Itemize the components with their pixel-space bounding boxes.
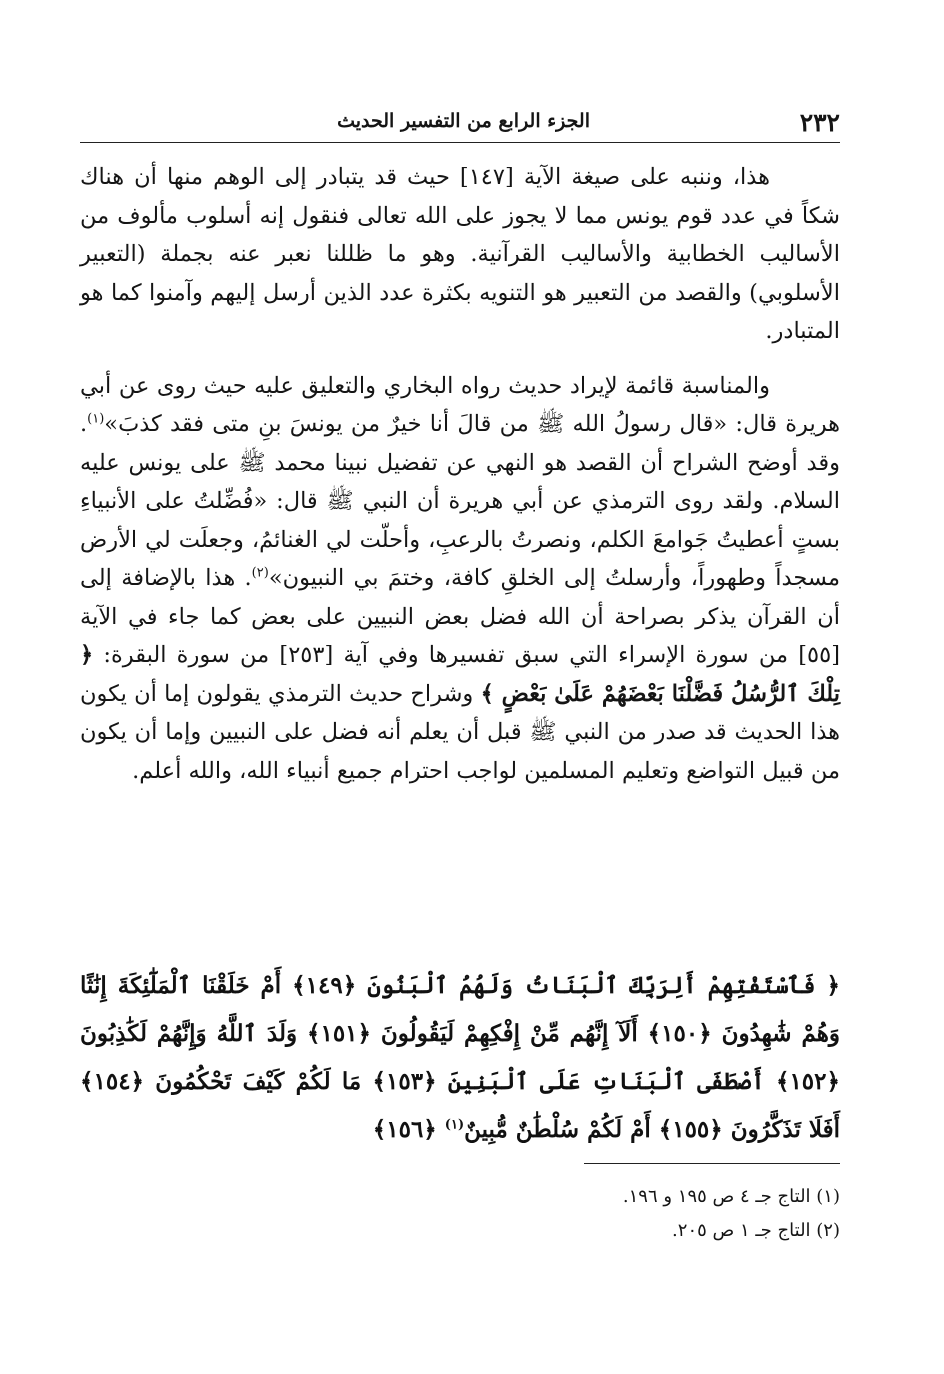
paragraph-2 xyxy=(80,367,840,791)
quran-end-marker: ﴿١٥٦﴾ xyxy=(372,1116,437,1143)
paragraph-1: هذا، وننبه على صيغة الآية [١٤٧] حيث قد يتبادر إلى الوهم منها أن هناك شكاً في عدد قوم يونس مما لا يجوز على الله تعالى فنقول إنه أسلوب مألوف من الأساليب الخطابية والأساليب القرآنية. وهو ما ظللنا نعبر عنه بجملة (التعبير الأسلوبي) والقصد من التعبير هو التنويه بكثرة عدد الذين أرسل إليهم وآمنوا كما هو المتبادر. xyxy=(80,164,840,344)
page-header xyxy=(80,108,840,143)
quran-verses xyxy=(80,962,840,1154)
paragraph-2-part-a: والمناسبة قائمة لإيراد حديث رواه البخاري والتعليق عليه حيث روى عن أبي هريرة قال: «قال رسولُ الله ﷺ من قالَ أنا خيرٌ من يونسَ بنِ متى فقد كذبَ» xyxy=(80,372,840,437)
footnote-divider xyxy=(584,1163,840,1164)
footnote-ref-1: (١) xyxy=(87,411,105,427)
footnotes xyxy=(400,1180,840,1248)
paragraph-2-part-c: . هذا بالإضافة إلى أن القرآن يذكر بصراحة أن الله فضل بعض النبيين على بعض كما جاء في الآية [٥٥] من سورة الإسراء التي سبق تفسيرها وفي آية [٢٥٣] من سورة البقرة: xyxy=(80,565,840,668)
quran-text: ﴿ فَٱسْتَفْتِهِمْ أَلِرَبِّكَ ٱلْبَنَاتُ وَلَهُمُ ٱلْبَنُونَ ﴿١٤٩﴾ أَمْ خَلَقْنَا ٱلْمَلَٰٓئِكَةَ إِنَٰثًا وَهُمْ شَٰهِدُونَ ﴿١٥٠﴾ أَلَآ إِنَّهُم مِّنْ إِفْكِهِمْ لَيَقُولُونَ ﴿١٥١﴾ وَلَدَ ٱللَّهُ وَإِنَّهُمْ لَكَٰذِبُونَ ﴿١٥٢﴾ أَصْطَفَى ٱلْبَنَاتِ عَلَى ٱلْبَنِينَ ﴿١٥٣﴾ مَا لَكُمْ كَيْفَ تَحْكُمُونَ ﴿١٥٤﴾ أَفَلَا تَذَكَّرُونَ ﴿١٥٥﴾ أَمْ لَكُمْ سُلْطَٰنٌ مُّبِينٌ xyxy=(80,972,840,1143)
footnote-2: (٢) التاج جـ ١ ص ٢٠٥. xyxy=(672,1220,840,1241)
running-title: الجزء الرابع من التفسير الحديث xyxy=(337,110,590,132)
page-number: ٢٣٢ xyxy=(799,108,840,137)
footnote-1: (١) التاج جـ ٤ ص ١٩٥ و ١٩٦. xyxy=(622,1186,840,1207)
paragraph-2-part-d: وشراح حديث الترمذي يقولون إما أن يكون هذا الحديث قد صدر من النبي ﷺ قبل أن يعلم أنه فضل على النبيين وإما أن يكون من قبيل التواضع وتعليم المسلمين لواجب احترام جميع أنبياء الله، والله أعلم. xyxy=(80,680,840,784)
footnote-ref-quran: (١) xyxy=(444,1117,465,1133)
inline-verse: ﴿ تِلْكَ ٱلرُّسُلُ فَضَّلْنَا بَعْضَهُمْ عَلَىٰ بَعْضٍ ﴾ xyxy=(80,642,840,707)
body-text xyxy=(80,158,840,806)
footnote-ref-2: (٢) xyxy=(251,565,269,581)
paragraph-2-part-b: . وقد أوضح الشراح أن القصد هو النهي عن تفضيل نبينا محمد ﷺ على يونس عليه السلام. ولقد روى الترمذي عن أبي هريرة أن النبي ﷺ قال: «فُضِّلتُ على الأنبياءِ بستٍ أعطيتُ جَوامعَ الكلم، ونصرتُ بالرعبِ، وأحلّت لي الغنائمُ، وجعلَت لي الأرض مسجداً وطهوراً، وأرسلتُ إلى الخلقِ كافة، وختمَ بي النبيون» xyxy=(80,411,840,591)
